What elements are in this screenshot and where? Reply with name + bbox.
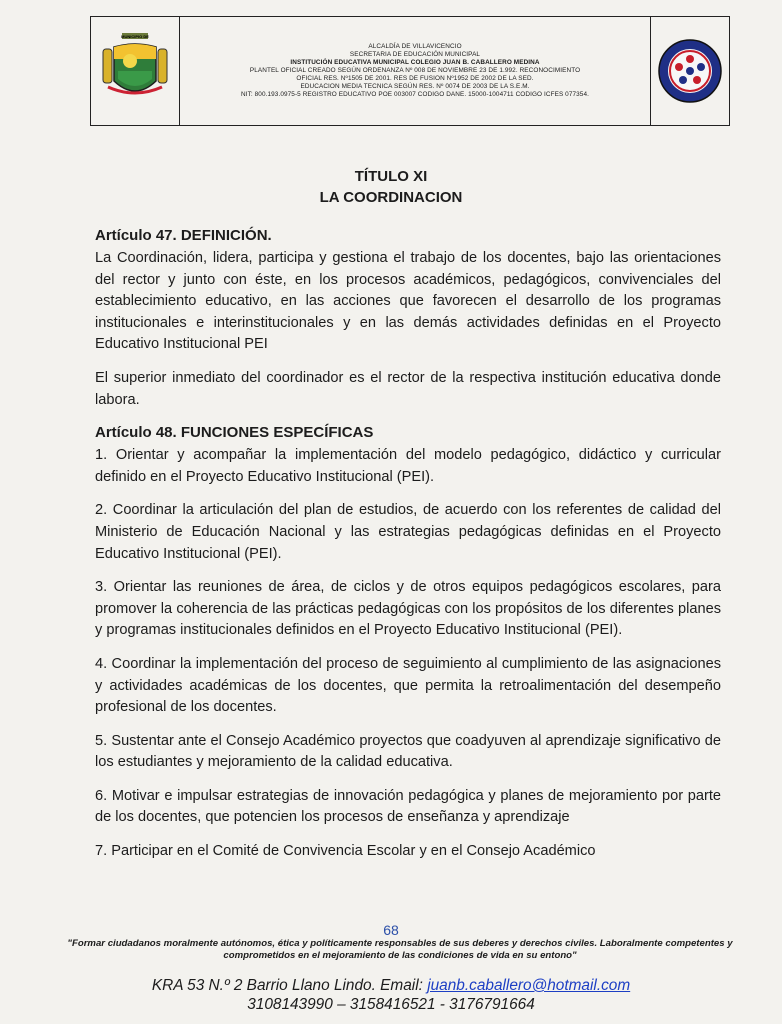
footer-contact	[0, 976, 782, 1014]
header-line: EDUCACION MEDIA TECNICA SEGÚN RES. Nº 0074 DE 2003 DE LA S.E.M.	[300, 83, 530, 90]
footer-phones: 3108143990 – 3158416521 - 3176791664	[247, 996, 535, 1013]
footer-email-link[interactable]: juanb.caballero@hotmail.com	[427, 977, 631, 994]
article-47-heading: Artículo 47. DEFINICIÓN.	[95, 227, 272, 244]
header-line: ALCALDÍA DE VILLAVICENCIO	[368, 43, 462, 50]
article-47-paragraph: El superior inmediato del coordinador es el rector de la respectiva institución educativa donde labora.	[95, 369, 721, 408]
article-48-heading: Artículo 48. FUNCIONES ESPECÍFICAS	[95, 424, 374, 442]
function-item: 6. Motivar e impulsar estrategias de innovación pedagógica y planes de mejoramiento por parte de los docentes, que potencien los procesos de enseñanza y aprendizaje	[95, 787, 721, 826]
villavicencio-shield-logo	[100, 31, 170, 111]
header-line: SECRETARIA DE EDUCACIÓN MUNICIPAL	[349, 51, 481, 58]
page-number: 68	[383, 922, 399, 938]
header-line: INSTITUCIÓN EDUCATIVA MUNICIPAL COLEGIO JUAN B. CABALLERO MEDINA	[290, 59, 540, 66]
svg-text:MUNICIPIO DE: MUNICIPIO DE	[121, 34, 149, 39]
header-line: PLANTEL OFICIAL CREADO SEGÚN ORDENANZA Nº 008 DE NOVIEMBRE 23 DE 1.992. RECONOCIMIENTO	[249, 67, 581, 74]
footer-address-line	[0, 976, 782, 995]
article-47-paragraph: La Coordinación, lidera, participa y gestiona el trabajo de los docentes, bajo las orientaciones del rector y junto con éste, en los procesos académicos, pedagógicos, convivenciales del establecimiento educativo, en las acciones que favorecen el desarrollo de los programas institucionales e interinstitucionales y en las demás actividades definidas en el Proyecto Educativo Institucional PEI	[95, 250, 721, 353]
function-item: 7. Participar en el Comité de Convivencia Escolar y en el Consejo Académico	[95, 843, 596, 860]
title-line-2: LA COORDINACION	[319, 189, 463, 206]
header-line: NIT: 800.193.0975-5 REGISTRO EDUCATIVO POE 003007 CODIGO DANE. 15000-1004711 CODIGO ICFES 077354.	[241, 91, 589, 98]
school-logo-cell	[650, 17, 729, 125]
section-title	[0, 166, 782, 208]
header-line: OFICIAL RES. Nº1505 DE 2001. RES DE FUSION Nº1952 DE 2002 DE LA SED.	[296, 75, 534, 82]
function-item: 2. Coordinar la articulación del plan de estudios, de acuerdo con los referentes de calidad del Ministerio de Educación Nacional y las estrategias pedagógicas definidas en el Proyecto Educativo Institucional (PEI).	[95, 502, 721, 562]
document-body	[95, 226, 721, 863]
function-item: 4. Coordinar la implementación del proceso de seguimiento al cumplimiento de las asignaciones y actividades académicas de los docentes, que permita la retroalimentación del desempeño profesional de los docentes.	[95, 655, 721, 716]
letterhead	[90, 16, 730, 126]
function-item: 5. Sustentar ante el Consejo Académico proyectos que coadyuven al aprendizaje significativo de los estudiantes y mejoramiento de la calidad educativa.	[95, 732, 721, 771]
school-emblem-logo	[657, 38, 723, 104]
municipal-logo-cell	[91, 17, 180, 125]
function-item: 1. Orientar y acompañar la implementación del modelo pedagógico, didáctico y curricular definido en el Proyecto Educativo Institucional (PEI).	[95, 447, 721, 485]
title-line-1: TÍTULO XI	[354, 168, 428, 185]
letterhead-text	[180, 17, 650, 125]
function-item: 3. Orientar las reuniones de área, de ciclos y de otros equipos pedagógicos escolares, para promover la coherencia de las prácticas pedagógicas con los propósitos de los diferentes planes y programas institucionales definidos en el Proyecto Educativo Institucional (PEI).	[95, 579, 721, 639]
footer-motto: "Formar ciudadanos moralmente autónomos, ética y políticamente responsables de sus deberes y derechos civiles. Laboralmente competentes y comprometidos en el mejoramiento de las condiciones de vida en su entono"	[67, 938, 733, 961]
footer-address: KRA 53 N.º 2 Barrio Llano Lindo. Email:	[151, 977, 428, 994]
